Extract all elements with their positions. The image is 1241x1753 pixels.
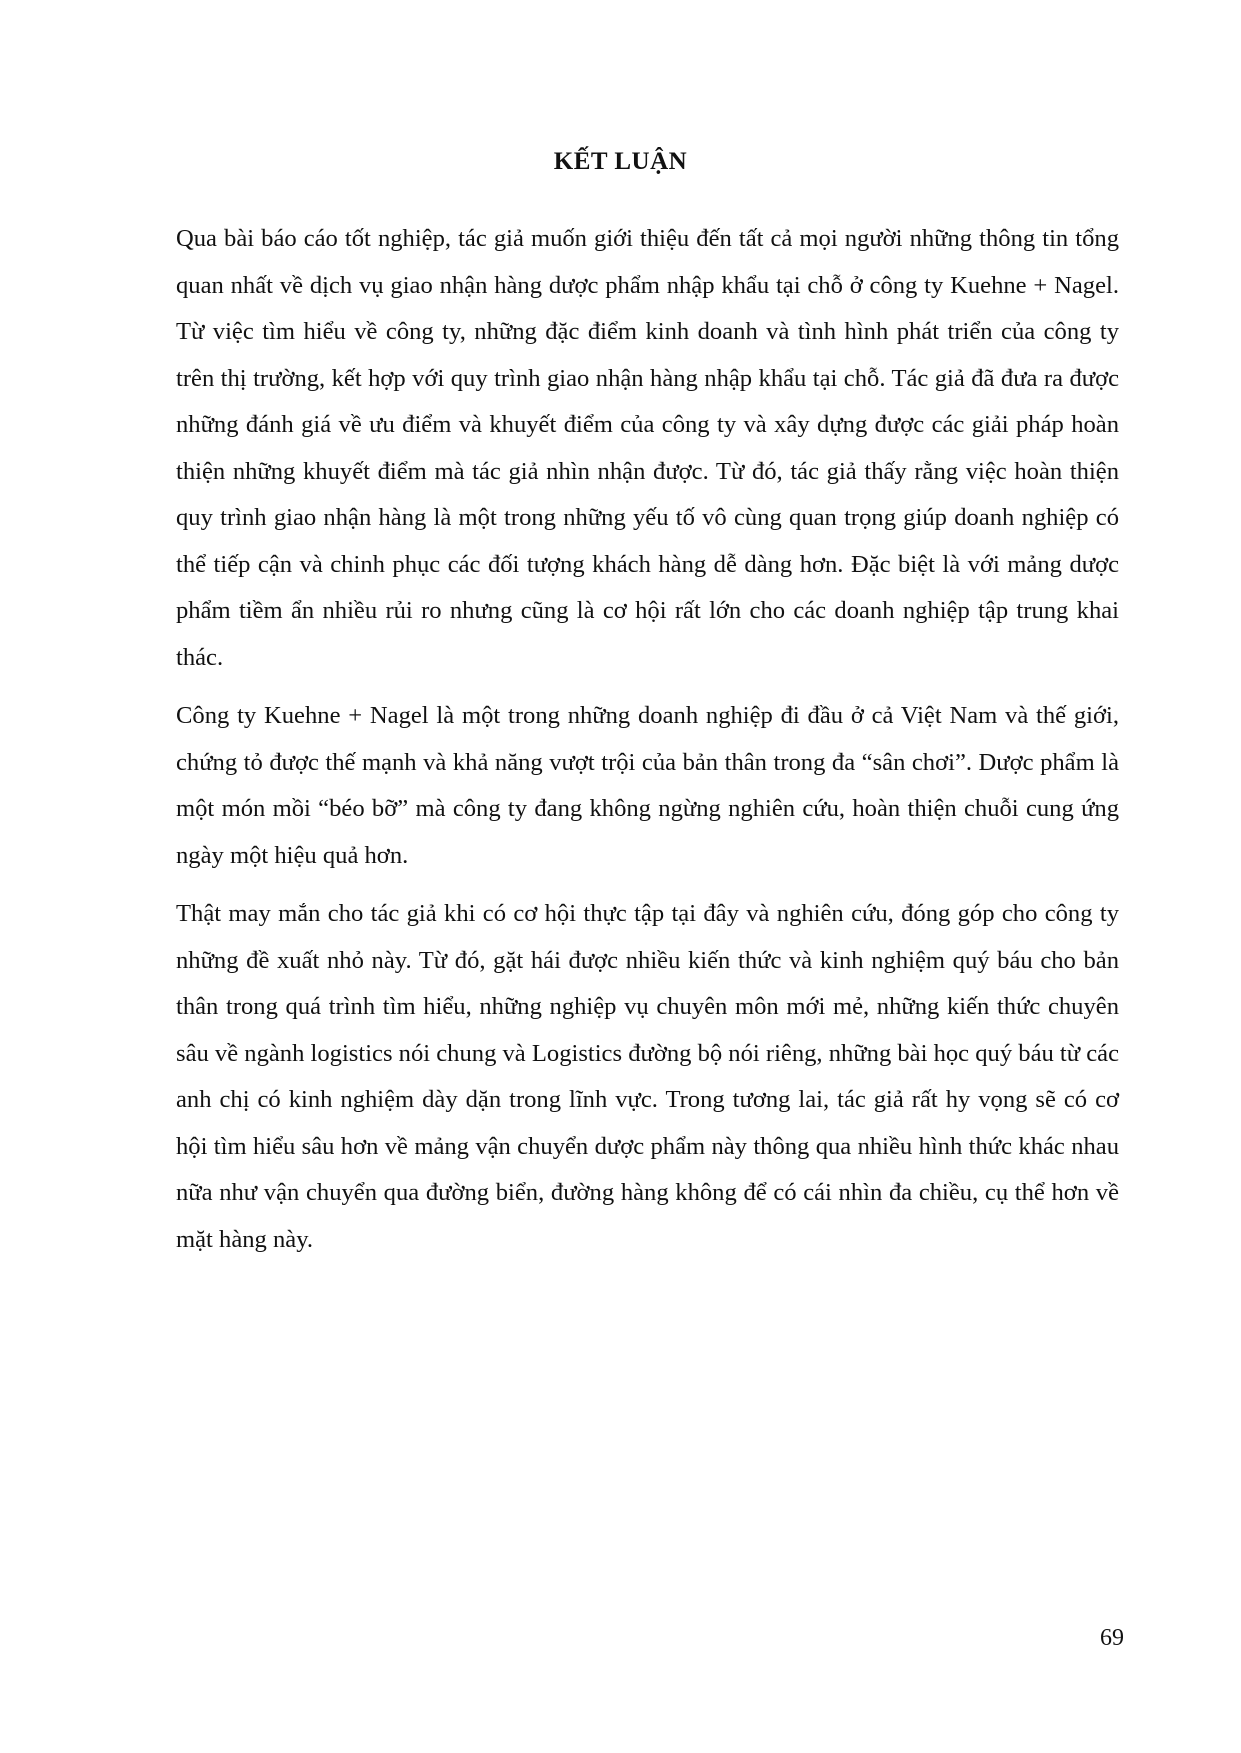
page-number: 69	[1100, 1625, 1124, 1651]
paragraph-3: Thật may mắn cho tác giả khi có cơ hội thực tập tại đây và nghiên cứu, đóng góp cho công ty những đề xuất nhỏ này. Từ đó, gặt hái được nhiều kiến thức và kinh nghiệm quý báu cho bản thân trong quá trình tìm hiểu, những nghiệp vụ chuyên môn mới mẻ, những kiến thức chuyên sâu về ngành logistics nói chung và Logistics đường bộ nói riêng, những bài học quý báu từ các anh chị có kinh nghiệm dày dặn trong lĩnh vực. Trong tương lai, tác giả rất hy vọng sẽ có cơ hội tìm hiểu sâu hơn về mảng vận chuyển dược phẩm này thông qua nhiều hình thức khác nhau nữa như vận chuyển qua đường biển, đường hàng không để có cái nhìn đa chiều, cụ thể hơn về mặt hàng này.	[176, 900, 1119, 1253]
body-text	[176, 216, 1119, 1275]
paragraph-2: Công ty Kuehne + Nagel là một trong những doanh nghiệp đi đầu ở cả Việt Nam và thế giới, chứng tỏ được thế mạnh và khả năng vượt trội của bản thân trong đa “sân chơi”. Dược phẩm là một món mồi “béo bỡ” mà công ty đang không ngừng nghiên cứu, hoàn thiện chuỗi cung ứng ngày một hiệu quả hơn.	[176, 702, 1119, 869]
page-title: KẾT LUẬN	[553, 148, 688, 175]
paragraph-1: Qua bài báo cáo tốt nghiệp, tác giả muốn giới thiệu đến tất cả mọi người những thông tin tổng quan nhất về dịch vụ giao nhận hàng dược phẩm nhập khẩu tại chỗ ở công ty Kuehne + Nagel. Từ việc tìm hiểu về công ty, những đặc điểm kinh doanh và tình hình phát triển của công ty trên thị trường, kết hợp với quy trình giao nhận hàng nhập khẩu tại chỗ. Tác giả đã đưa ra được những đánh giá về ưu điểm và khuyết điểm của công ty và xây dựng được các giải pháp hoàn thiện những khuyết điểm mà tác giả nhìn nhận được. Từ đó, tác giả thấy rằng việc hoàn thiện quy trình giao nhận hàng là một trong những yếu tố vô cùng quan trọng giúp doanh nghiệp có thể tiếp cận và chinh phục các đối tượng khách hàng dễ dàng hơn. Đặc biệt là với mảng dược phẩm tiềm ẩn nhiều rủi ro nhưng cũng là cơ hội rất lớn cho các doanh nghiệp tập trung khai thác.	[176, 225, 1119, 671]
